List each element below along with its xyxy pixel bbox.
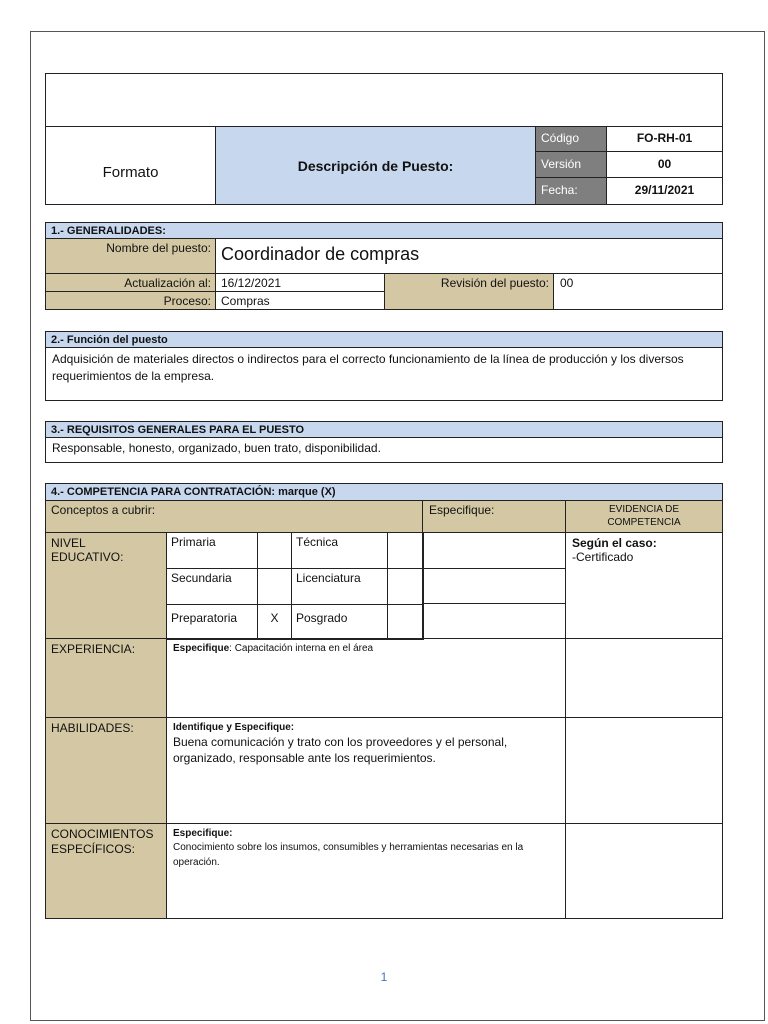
level-label: Posgrado <box>292 605 388 640</box>
code-value-cell <box>606 126 723 152</box>
section-4-title <box>45 483 723 501</box>
process-label: Proceso: <box>163 294 211 308</box>
funcion-title: 2.- Función del puesto <box>51 334 168 346</box>
habilidades-label: HABILIDADES: <box>51 721 134 735</box>
conocimientos-text-cell <box>166 823 566 919</box>
level-label: Primaria <box>167 533 258 569</box>
table-row <box>167 533 424 569</box>
nivel-specify-1[interactable] <box>422 532 566 569</box>
nivel-label: NIVEL EDUCATIVO: <box>51 536 124 564</box>
funcion-text-cell <box>45 347 723 401</box>
experiencia-prefix: Especifique <box>173 643 230 654</box>
job-name-label-cell <box>45 238 216 274</box>
habilidades-label-cell <box>45 717 167 824</box>
level-mark[interactable] <box>388 569 424 605</box>
habilidades-text-cell <box>166 717 566 824</box>
job-name-value-cell <box>215 238 723 274</box>
habilidades-title: Identifique y Especifique: <box>173 722 295 733</box>
concepts-label-cell <box>45 500 423 533</box>
level-label: Técnica <box>292 533 388 569</box>
code-value: FO-RH-01 <box>636 131 693 145</box>
date-value: 29/11/2021 <box>634 183 695 197</box>
habilidades-evidence-cell <box>565 717 723 824</box>
level-label: Secundaria <box>167 569 258 605</box>
format-label: Formato <box>102 164 159 181</box>
specify-label: Especifique: <box>429 503 495 517</box>
version-value: 00 <box>657 157 672 171</box>
level-mark[interactable] <box>388 533 424 569</box>
review-value-cell <box>553 273 723 310</box>
conocimientos-evidence-cell <box>565 823 723 919</box>
education-levels-table <box>166 532 424 640</box>
conocimientos-text: Conocimiento sobre los insumos, consumibles y herramientas necesarias en la operación. <box>173 842 524 868</box>
table-row <box>167 569 424 605</box>
level-label: Licenciatura <box>292 569 388 605</box>
update-value-cell <box>215 273 385 292</box>
header-format-cell <box>45 126 216 205</box>
version-label-cell <box>535 151 607 178</box>
experiencia-evidence-cell <box>565 638 723 718</box>
process-label-cell <box>45 291 216 310</box>
review-value: 00 <box>560 276 574 290</box>
version-value-cell <box>606 151 723 178</box>
evidence-label: EVIDENCIA DE COMPETENCIA <box>607 504 681 528</box>
nivel-evidence-cell <box>565 532 723 639</box>
page-number: 1 <box>380 970 388 984</box>
header-title-cell <box>215 126 536 205</box>
code-label: Código <box>541 131 580 145</box>
doc-title: Descripción de Puesto: <box>297 157 454 174</box>
header-logo-area <box>45 73 723 127</box>
version-label: Versión <box>541 157 582 171</box>
nivel-evidence-text: -Certificado <box>572 550 634 564</box>
experiencia-label-cell <box>45 638 167 718</box>
section-3-title <box>45 421 723 438</box>
level-label: Preparatoria <box>167 605 258 640</box>
requisitos-text-cell <box>45 437 723 463</box>
section-1-title <box>45 222 723 239</box>
date-label: Fecha: <box>541 183 578 197</box>
conocimientos-label-cell <box>45 823 167 919</box>
requisitos-text: Responsable, honesto, organizado, buen trato, disponibilidad. <box>52 441 381 455</box>
level-mark[interactable] <box>258 569 292 605</box>
habilidades-text: Buena comunicación y trato con los proveedores y el personal, organizado, responsable ante los requerimientos. <box>173 735 508 765</box>
level-mark[interactable] <box>388 605 424 640</box>
concepts-label: Conceptos a cubrir: <box>51 503 156 517</box>
date-label-cell <box>535 177 607 205</box>
experiencia-label: EXPERIENCIA: <box>51 642 136 656</box>
conocimientos-title: Especifique: <box>173 828 233 839</box>
nivel-evidence-title: Según el caso: <box>572 536 657 550</box>
update-value: 16/12/2021 <box>221 276 282 290</box>
competencia-title: 4.- COMPETENCIA PARA CONTRATACIÓN: marque (X) <box>51 486 336 498</box>
conocimientos-label: CONOCIMIENTOS ESPECÍFICOS: <box>51 827 154 856</box>
date-value-cell <box>606 177 723 205</box>
generalidades-title: 1.- GENERALIDADES: <box>51 225 166 237</box>
specify-header-cell <box>422 500 566 533</box>
job-name-label: Nombre del puesto: <box>106 241 211 255</box>
level-mark[interactable] <box>258 533 292 569</box>
experiencia-text-cell <box>166 638 566 718</box>
review-label-cell <box>384 273 554 310</box>
evidence-header-cell <box>565 500 723 533</box>
process-value: Compras <box>221 294 270 308</box>
process-value-cell <box>215 291 385 310</box>
table-row <box>167 605 424 640</box>
level-mark[interactable]: X <box>258 605 292 640</box>
experiencia-text: : Capacitación interna en el área <box>229 643 374 654</box>
update-label: Actualización al: <box>124 276 211 290</box>
nivel-label-cell <box>45 532 167 639</box>
funcion-text: Adquisición de materiales directos o indirectos para el correcto funcionamiento de la línea de producción y los diversos requerimientos de la empresa. <box>52 352 684 383</box>
code-label-cell <box>535 126 607 152</box>
nivel-specify-3[interactable] <box>422 603 566 639</box>
update-label-cell <box>45 273 216 292</box>
review-label: Revisión del puesto: <box>440 276 549 290</box>
requisitos-title: 3.- REQUISITOS GENERALES PARA EL PUESTO <box>51 424 305 436</box>
nivel-specify-2[interactable] <box>422 568 566 604</box>
section-2-title <box>45 331 723 348</box>
job-name-value: Coordinador de compras <box>221 244 420 264</box>
